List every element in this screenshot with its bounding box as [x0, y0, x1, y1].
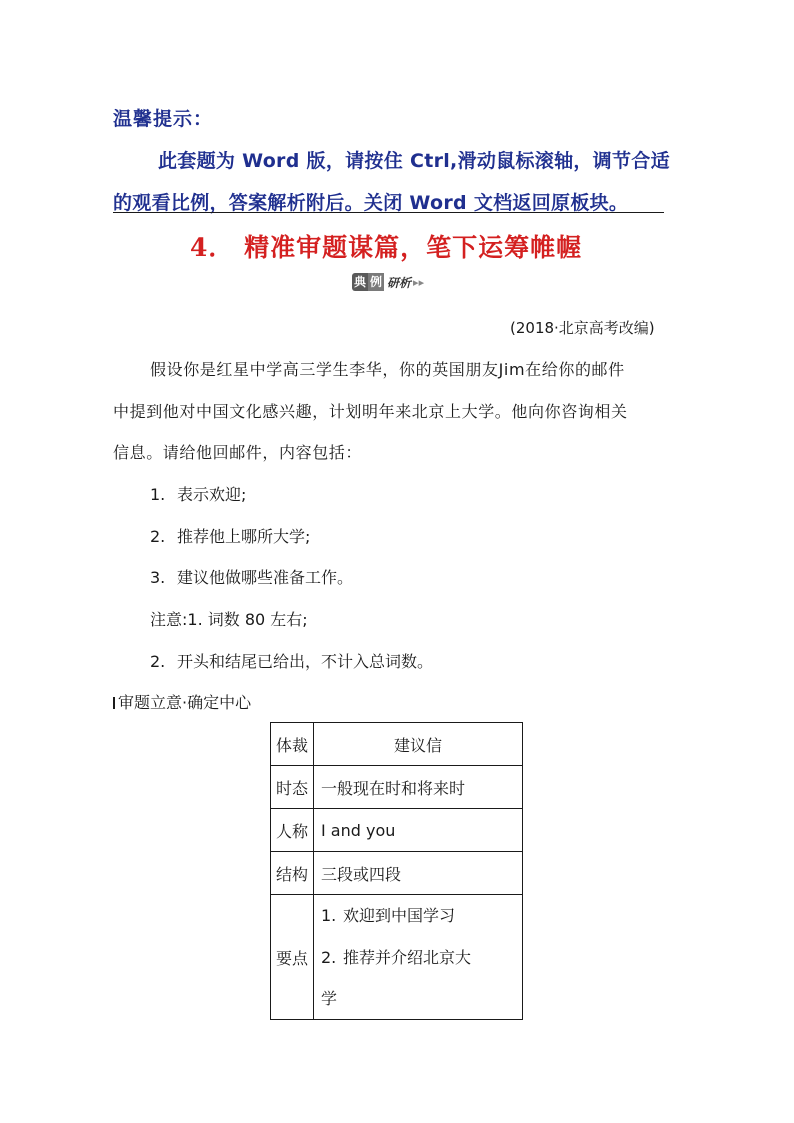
table-row — [271, 809, 523, 852]
key-point-text: 推荐并介绍北京大 — [343, 948, 472, 967]
list-item-number: 2. — [150, 527, 166, 546]
sub-heading — [113, 690, 251, 713]
table-key-cell: 要点 — [271, 895, 314, 1020]
badge-char-2: 例 — [370, 275, 383, 289]
sub-heading-text: 审题立意·确定中心 — [118, 693, 252, 712]
table-value-cell — [314, 895, 523, 1020]
prompt-line-2: 中提到他对中国文化感兴趣，计划明年来北京上大学。他向你咨询相关 — [113, 402, 628, 421]
tip-line-1: 此套题为 Word 版，请按住 Ctrl,滑动鼠标滚轴，调节合适 — [158, 150, 670, 172]
table-key-cell: 结构 — [271, 852, 314, 895]
list-item-text: 建议他做哪些准备工作。 — [177, 568, 354, 587]
note-number: 2. — [150, 652, 166, 671]
prompt-line-3: 信息。请给他回邮件，内容包括： — [113, 443, 363, 462]
table-key-cell: 体裁 — [271, 723, 314, 766]
table-value-cell: 建议信 — [314, 723, 523, 766]
prompt-line-1: 假设你是红星中学高三学生李华，你的英国朋友Jim在给你的邮件 — [150, 360, 625, 379]
key-point — [321, 895, 515, 937]
list-item-text: 推荐他上哪所大学; — [177, 527, 311, 546]
list-item — [150, 482, 246, 505]
table-key-cell: 人称 — [271, 809, 314, 852]
badge-text: 研析 — [387, 275, 412, 290]
list-item-number: 3. — [150, 568, 166, 587]
section-title: 4． 精准审题谋篇，笔下运筹帷幄 — [190, 233, 583, 262]
key-point — [321, 937, 515, 979]
table-row — [271, 895, 523, 1020]
table-key-cell: 时态 — [271, 766, 314, 809]
list-item-text: 表示欢迎; — [177, 485, 247, 504]
key-point-text: 欢迎到中国学习 — [343, 906, 456, 925]
tip-underline-divider — [113, 212, 664, 213]
table-row — [271, 852, 523, 895]
table-row — [271, 766, 523, 809]
table-value-cell: I and you — [314, 809, 523, 852]
tip-heading: 温馨提示： — [113, 108, 214, 130]
badge-arrow-icon: ▸▸ — [413, 275, 425, 289]
badge-char-1: 典 — [354, 275, 367, 289]
key-point-number: 2. — [321, 948, 337, 967]
key-point-number: 1. — [321, 906, 337, 925]
table-value-cell: 三段或四段 — [314, 852, 523, 895]
example-analysis-badge — [352, 272, 424, 292]
note-text: 开头和结尾已给出，不计入总词数。 — [177, 652, 434, 671]
heading-marker-icon — [113, 697, 115, 709]
source-citation: (2018·北京高考改编) — [510, 319, 655, 337]
table-value-cell: 一般现在时和将来时 — [314, 766, 523, 809]
note-line-1: 注意:1. 词数 80 左右; — [150, 610, 308, 629]
note-line-2 — [150, 649, 433, 672]
key-point-continuation: 学 — [321, 989, 338, 1008]
list-item — [150, 565, 353, 588]
list-item-number: 1. — [150, 485, 166, 504]
tip-line-2: 的观看比例，答案解析附后。关闭 Word 文档返回原板块。 — [113, 192, 629, 214]
analysis-table — [270, 722, 523, 1020]
table-row — [271, 723, 523, 766]
list-item — [150, 524, 310, 547]
